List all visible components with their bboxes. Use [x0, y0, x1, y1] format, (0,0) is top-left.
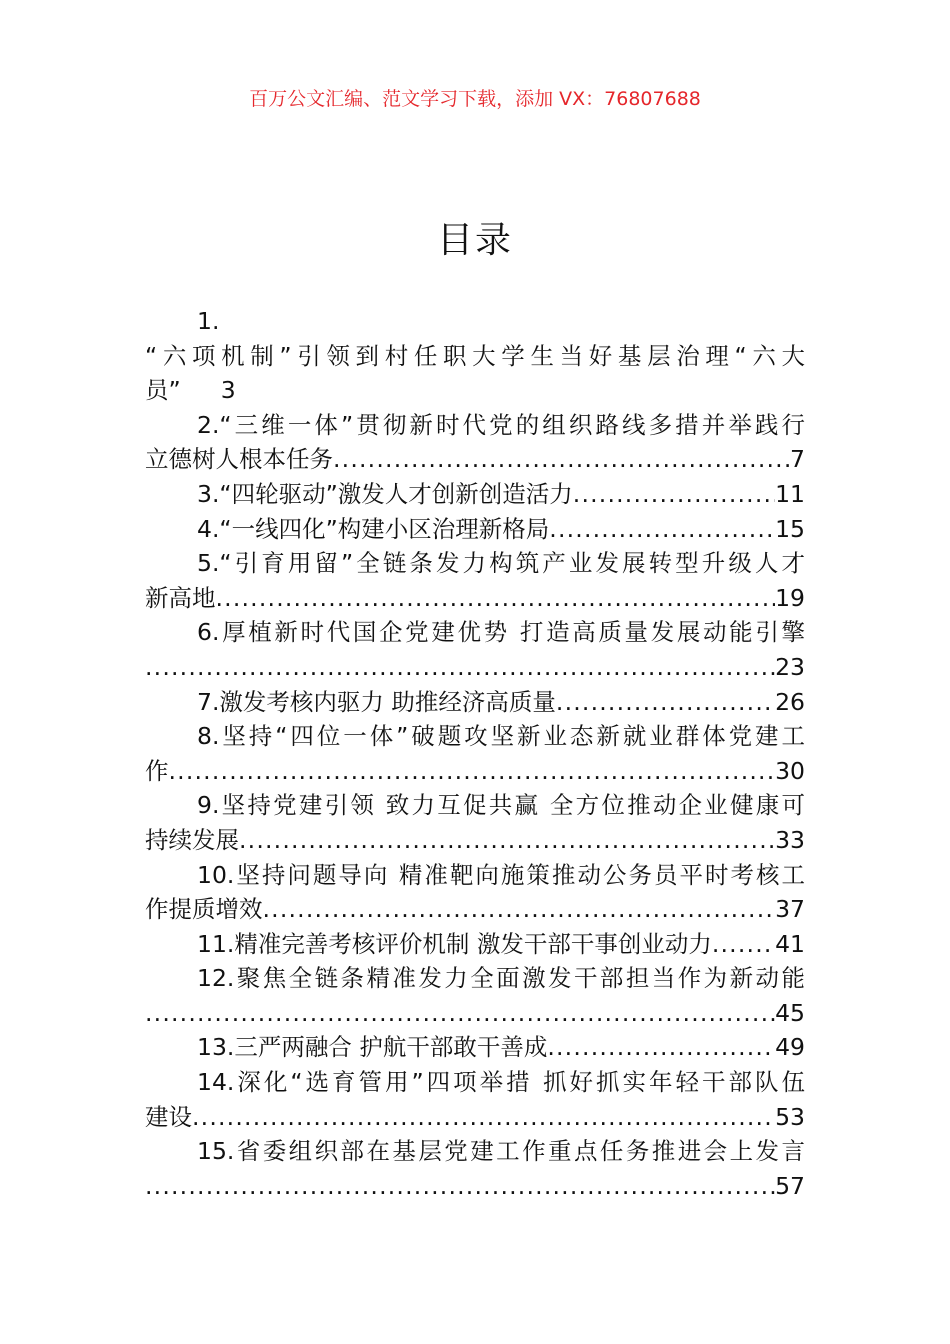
- toc-line: [145, 1065, 805, 1100]
- toc-entry-text: 3.“四轮驱动”激发人才创新创造活力: [197, 479, 573, 508]
- dot-leader: [192, 1100, 775, 1135]
- toc-entry[interactable]: [145, 927, 805, 962]
- toc-page-number: 11: [775, 479, 805, 508]
- toc-entry[interactable]: [145, 961, 805, 1030]
- toc-line: [145, 442, 805, 477]
- toc-entry-text: 1.: [197, 307, 220, 335]
- toc-line: [145, 650, 805, 685]
- dot-leader: [239, 823, 775, 858]
- dot-leader: [333, 442, 790, 477]
- page-title: 目录: [436, 220, 513, 261]
- toc-entry-text: 15.省委组织部在基层党建工作重点任务推进会上发言: [197, 1137, 805, 1166]
- table-of-contents: [145, 304, 805, 1203]
- toc-page-number: 19: [775, 583, 805, 612]
- toc-line: [145, 823, 805, 858]
- toc-entry-text: 13.三严两融合 护航干部敢干善成: [197, 1033, 548, 1062]
- toc-entry-text: 11.精准完善考核评价机制 激发干部干事创业动力: [197, 929, 712, 958]
- dot-leader: [556, 685, 775, 720]
- toc-entry-text: 作: [145, 756, 169, 785]
- toc-entry-text: 作提质增效: [145, 895, 263, 924]
- toc-page-number: 37: [775, 895, 805, 924]
- toc-entry[interactable]: [145, 615, 805, 684]
- toc-line: [145, 788, 805, 823]
- toc-entry-text: 建设: [145, 1102, 192, 1131]
- toc-page-number: 57: [775, 1171, 805, 1200]
- toc-line: [145, 719, 805, 754]
- toc-line: [145, 339, 805, 374]
- dot-leader: [549, 512, 775, 547]
- toc-entry[interactable]: [145, 408, 805, 477]
- toc-line: [145, 581, 805, 616]
- toc-page-number: 33: [775, 825, 805, 854]
- toc-entry-text: 10.坚持问题导向 精准靶向施策推动公务员平时考核工: [197, 860, 805, 889]
- toc-line: [145, 1134, 805, 1169]
- toc-line: [145, 892, 805, 927]
- dot-leader: [712, 927, 775, 962]
- toc-line: [145, 996, 805, 1031]
- toc-entry[interactable]: [145, 719, 805, 788]
- toc-page-number: 30: [775, 756, 805, 785]
- toc-page-number: 15: [775, 514, 805, 543]
- toc-entry-text: 立德树人根本任务: [145, 445, 333, 474]
- toc-entry-text: 5.“引育用留”全链条发力构筑产业发展转型升级人才: [197, 549, 805, 578]
- toc-entry[interactable]: [145, 685, 805, 720]
- toc-entry[interactable]: [145, 477, 805, 512]
- toc-entry[interactable]: [145, 546, 805, 615]
- toc-line: [145, 685, 805, 720]
- dot-leader: [145, 996, 775, 1031]
- toc-entry-text: “六项机制”引领到村任职大学生当好基层治理“六大: [145, 341, 805, 370]
- watermark-header: 百万公文汇编、范文学习下载，添加 VX：76807688: [249, 88, 701, 110]
- toc-line: [145, 1169, 805, 1204]
- toc-page-number: 23: [775, 652, 805, 681]
- dot-leader: [547, 1030, 775, 1065]
- toc-entry-text: 新高地: [145, 583, 216, 612]
- toc-entry[interactable]: [145, 1030, 805, 1065]
- toc-line: [145, 615, 805, 650]
- toc-page-number: 26: [775, 687, 805, 716]
- dot-leader: [169, 754, 776, 789]
- toc-entry-text: 9.坚持党建引领 致力互促共赢 全方位推动企业健康可: [197, 791, 805, 820]
- toc-line: [145, 304, 805, 339]
- toc-page-number: 49: [775, 1033, 805, 1062]
- toc-entry-text: 2.“三维一体”贯彻新时代党的组织路线多措并举践行: [197, 410, 805, 439]
- toc-line: [145, 927, 805, 962]
- toc-page-number: 3: [220, 376, 236, 405]
- toc-entry[interactable]: [145, 1134, 805, 1203]
- dot-leader: [263, 892, 776, 927]
- toc-entry[interactable]: [145, 304, 805, 408]
- toc-line: [145, 1100, 805, 1135]
- toc-entry[interactable]: [145, 858, 805, 927]
- toc-entry-text: 8.坚持“四位一体”破题攻坚新业态新就业群体党建工: [197, 722, 805, 751]
- toc-line: [145, 1030, 805, 1065]
- toc-entry[interactable]: [145, 512, 805, 547]
- toc-entry-text: 6.厚植新时代国企党建优势 打造高质量发展动能引擎: [197, 618, 805, 647]
- dot-leader: [573, 477, 775, 512]
- toc-entry-text: 4.“一线四化”构建小区治理新格局: [197, 514, 550, 543]
- toc-line: [145, 858, 805, 893]
- toc-entry-text: 7.激发考核内驱力 助推经济高质量: [197, 687, 556, 716]
- toc-entry[interactable]: [145, 788, 805, 857]
- dot-leader: [145, 650, 775, 685]
- toc-line: [145, 546, 805, 581]
- toc-entry-text: 12.聚焦全链条精准发力全面激发干部担当作为新动能: [197, 964, 805, 993]
- toc-line: [145, 373, 805, 408]
- toc-line: [145, 408, 805, 443]
- toc-entry-text: 员”: [145, 376, 181, 405]
- toc-entry[interactable]: [145, 1065, 805, 1134]
- toc-line: [145, 512, 805, 547]
- toc-entry-text: 14.深化“选育管用”四项举措 抓好抓实年轻干部队伍: [197, 1068, 805, 1097]
- dot-leader: [216, 581, 776, 616]
- toc-page-number: 41: [775, 929, 805, 958]
- toc-line: [145, 961, 805, 996]
- toc-page-number: 53: [775, 1102, 805, 1131]
- toc-page-number: 7: [790, 445, 805, 474]
- toc-entry-text: 持续发展: [145, 825, 239, 854]
- dot-leader: [145, 1169, 775, 1204]
- toc-line: [145, 754, 805, 789]
- toc-page-number: 45: [775, 998, 805, 1027]
- toc-line: [145, 477, 805, 512]
